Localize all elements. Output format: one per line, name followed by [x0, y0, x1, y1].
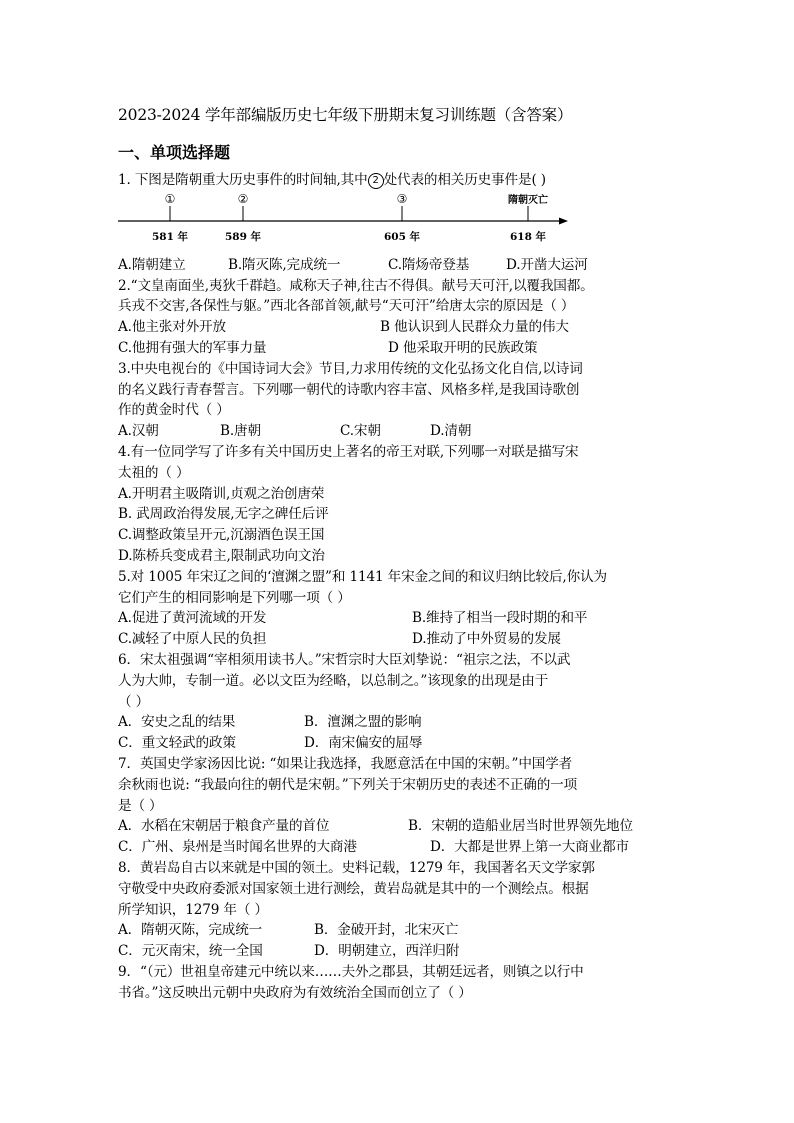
option-a: A.汉朝 [118, 423, 159, 440]
option-b: B．金破开封，北宋灭亡 [314, 922, 459, 939]
option-d: D.推动了中外贸易的发展 [412, 631, 561, 648]
timeline-year-label: 581 年 [151, 230, 189, 243]
question-8-options [118, 941, 688, 962]
question-3-line: 的名义践行青春誓言。下列哪一朝代的诗歌内容丰富、风格多样,是我国诗歌创 [118, 381, 580, 398]
timeline-marker-2: ② [237, 192, 249, 206]
option-b: B．宋朝的造船业居当时世界领先地位 [408, 818, 633, 835]
question-5-line: 5.对 1005 年宋辽之间的‘澶渊之盟”和 1141 年宋金之间的和议归纳比较后,你认为 [118, 568, 607, 585]
option-c: C.宋朝 [340, 423, 381, 440]
question-6 [118, 650, 688, 754]
question-3-options [118, 421, 688, 442]
circled-number-icon: 2 [368, 173, 384, 189]
question-8-line: 8．黄岩岛自古以来就是中国的领土。史料记载，1279 年，我国著名天文学家郭 [118, 859, 595, 876]
timeline-year-label: 589 年 [224, 230, 262, 243]
option-a: A．安史之乱的结果 [118, 714, 236, 731]
question-1-options [118, 255, 688, 276]
question-3-line: 3.中央电视台的《中国诗词大会》节目,力求用传统的文化弘扬文化自信,以诗词 [118, 360, 583, 377]
option-b: B．澶渊之盟的影响 [304, 714, 422, 731]
question-9 [118, 962, 688, 1004]
option-c: C.隋炀帝登基 [388, 256, 470, 273]
question-2-line: 2.“文皇南面坐,夷狄千群趋。咸称天子神,往古不得俱。献号天可汗,以覆我国都。 [118, 277, 594, 294]
question-2-options [118, 338, 688, 359]
option-c: C.调整政策呈开元,沉溺酒色误王国 [118, 527, 325, 544]
question-7-options [118, 816, 688, 837]
question-4-line: 太祖的（ ） [118, 464, 190, 481]
option-b: B.维持了相当一段时期的和平 [412, 610, 588, 627]
question-8-line: 守敬受中央政府委派对国家领土进行测绘，黄岩岛就是其中的一个测绘点。根据 [118, 880, 589, 897]
question-1-stem-suffix: 处代表的相关历史事件是( ) [383, 172, 546, 188]
option-d: D.开凿大运河 [506, 256, 588, 273]
option-d: D.陈桥兵变成君主,限制武功向文治 [118, 547, 325, 564]
option-a: A.开明君主吸隋训,贞观之治创唐荣 [118, 485, 325, 502]
question-9-line: 9．“（元）世祖皇帝建元中统以来……夫外之郡县，其朝廷远者，则镇之以行中 [118, 963, 584, 980]
question-9-line: 书省。”这反映出元朝中央政府为有效统治全国而创立了（ ） [118, 984, 472, 1001]
option-a: A.隋朝建立 [118, 256, 186, 273]
option-b: B.隋灭陈,完成统一 [228, 256, 341, 273]
timeline-year-label: 618 年 [509, 230, 547, 243]
section-heading: 一、单项选择题 [118, 143, 231, 162]
question-5-line: 它们产生的相同影响是下列哪一项（ ） [118, 589, 351, 606]
option-c: C.减轻了中原人民的负担 [118, 631, 267, 648]
question-8 [118, 858, 688, 962]
option-c: C．重文轻武的政策 [118, 735, 236, 752]
document-page [118, 104, 688, 1003]
question-2-options [118, 317, 688, 338]
question-6-options [118, 733, 688, 754]
question-7-options [118, 837, 688, 858]
option-d: D 他采取开明的民族政策 [388, 339, 538, 356]
option-b: B.唐朝 [220, 423, 261, 440]
question-8-line: 所学知识，1279 年（ ） [118, 901, 268, 918]
question-2 [118, 276, 688, 359]
option-b: B. 武周政治得发展,无字之碑任后评 [118, 506, 329, 523]
question-7-line: 余秋雨也说: “我最向往的朝代是宋朝。”下列关于宋朝历史的表述不正确的一项 [118, 776, 578, 793]
option-a: A．隋朝灭陈，完成统一 [118, 922, 263, 939]
timeline-year-label: 605 年 [383, 230, 421, 243]
option-c: C．广州、泉州是当时闻名世界的大商港 [118, 839, 357, 856]
question-1-stem-prefix: 1. 下图是隋朝重大历史事件的时间轴,其中 [118, 172, 368, 188]
question-7-line: 是（ ） [118, 797, 163, 814]
timeline-marker-3: ③ [396, 192, 408, 206]
question-2-line: 兵戎不交害,各保性与躯。”西北各部首领,献号“天可汗”给唐太宗的原因是（ ） [118, 298, 575, 315]
option-b: B 他认识到人民群众力量的伟大 [380, 319, 569, 336]
option-c: C.他拥有强大的军事力量 [118, 339, 267, 356]
option-d: D．南宋偏安的屈辱 [304, 735, 423, 752]
question-3-line: 作的黄金时代（ ） [118, 402, 230, 419]
question-6-line: 人为大帅，专制一道。必以文臣为经略，以总制之。”该现象的出现是由于 [118, 672, 549, 689]
question-5 [118, 567, 688, 650]
timeline-marker-1: ① [164, 192, 176, 206]
option-a: A.他主张对外开放 [118, 319, 226, 336]
option-d: D．明朝建立，西洋归附 [314, 943, 460, 960]
question-4-line: 4.有一位同学写了许多有关中国历史上著名的帝王对联,下列哪一对联是描写宋 [118, 443, 579, 460]
question-4 [118, 442, 688, 567]
option-d: D．大都是世界上第一大商业都市 [430, 839, 629, 856]
option-d: D.清朝 [430, 423, 472, 440]
question-5-options [118, 608, 688, 629]
question-6-line: （ ） [118, 693, 150, 710]
timeline-diagram [118, 193, 568, 251]
document-title: 2023-2024 学年部编版历史七年级下册期末复习训练题（含答案） [118, 106, 573, 124]
option-a: A.促进了黄河流域的开发 [118, 610, 267, 627]
question-1-stem [118, 170, 688, 191]
option-c: C．元灭南宋，统一全国 [118, 943, 263, 960]
timeline-end-label: 隋朝灭亡 [508, 194, 548, 206]
option-a: A．水稻在宋朝居于粮食产量的首位 [118, 818, 330, 835]
question-6-line: 6．宋太祖强调“宰相须用读书人。”宋哲宗时大臣刘挚说：“祖宗之法，不以武 [118, 651, 571, 668]
question-8-options [118, 920, 688, 941]
question-6-options [118, 712, 688, 733]
question-3 [118, 359, 688, 442]
timeline-arrow-icon [559, 217, 568, 224]
question-7-line: 7．英国史学家汤因比说: “如果让我选择，我愿意活在中国的宋朝。”中国学者 [118, 755, 573, 772]
question-5-options [118, 629, 688, 650]
question-1 [118, 170, 688, 276]
question-7 [118, 754, 688, 858]
